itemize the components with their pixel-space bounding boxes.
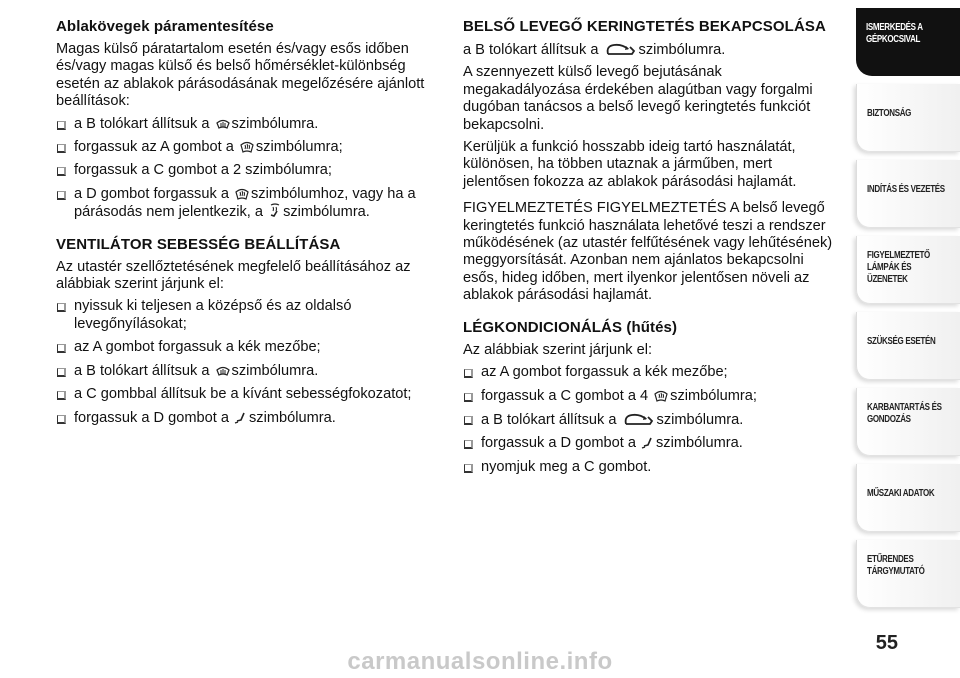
tab-starting-driving[interactable]: INDÍTÁS ÉS VEZETÉS	[856, 160, 960, 228]
tab-getting-to-know[interactable]: ISMERKEDÉS A GÉPKOCSIVAL	[856, 8, 960, 76]
chapter-tabs	[856, 8, 960, 616]
checkbox-bullet-icon	[57, 191, 66, 200]
recirculation-icon	[622, 411, 656, 427]
checkbox-bullet-icon	[464, 369, 473, 378]
face-vent-icon	[234, 411, 248, 425]
list-item: nyissuk ki teljesen a középső és az oldalsó levegőnyílásokat;	[56, 298, 448, 333]
tab-safety[interactable]: BIZTONSÁG	[856, 84, 960, 152]
list-item: forgassuk a C gombot a 4 szimbólumra;	[463, 388, 835, 405]
checkbox-bullet-icon	[57, 121, 66, 130]
tab-maintenance[interactable]: KARBANTARTÁS ÉS GONDOZÁS	[856, 388, 960, 456]
checkbox-bullet-icon	[57, 344, 66, 353]
watermark: carmanualsonline.info	[347, 648, 613, 675]
section-title-window-defog: Ablakövegek páramentesítése	[56, 18, 274, 35]
tab-technical-data[interactable]: MŰSZAKI ADATOK	[856, 464, 960, 532]
face-vent-icon	[641, 436, 655, 450]
warning-paragraph: FIGYELMEZTETÉS FIGYELMEZTETÉS A belső levegő keringtetés funkció használata lehetővé teszi a rendszer működésének (az utastér felfűtésének vagy lehűtésének) meggyorsítását. Azonban nem ajánlatos bekapcsolni esős, hideg időben, mert ilyenkor jelentősen növeli az ablakok párásodási hajlamát.	[463, 200, 833, 304]
paragraph: Magas külső páratartalom esetén és/vagy esős időben és/vagy magas külső és belső hőmérséklet-különbség esetén az ablakok párásodásának megelőzésére ajánlott beállítások:	[56, 41, 425, 110]
section-title-fan-speed: VENTILÁTOR SEBESSÉG BEÁLLÍTÁSA	[56, 235, 341, 253]
right-column	[463, 18, 835, 482]
fan-defrost-icon	[215, 117, 231, 131]
paragraph: Az alábbiak szerint járjunk el:	[463, 341, 652, 358]
checkbox-bullet-icon	[464, 440, 473, 449]
section-title-air-conditioning: LÉGKONDICIONÁLÁS (hűtés)	[463, 318, 678, 336]
recirculation-icon	[604, 41, 638, 57]
list-item: a B tolókart állítsuk a szimbólumra.	[463, 411, 835, 429]
heat-icon	[239, 140, 255, 154]
checkbox-bullet-icon	[57, 415, 66, 424]
list-item: a C gombbal állítsuk be a kívánt sebességfokozatot;	[56, 386, 448, 403]
list-window-defog	[56, 116, 448, 222]
list-item: a D gombot forgassuk a szimbólumhoz, vagy ha a párásodás nem jelentkezik, a szimbólumra.	[56, 186, 448, 222]
list-item: forgassuk a D gombot a szimbólumra.	[463, 435, 835, 452]
list-item: a B tolókart állítsuk a szimbólumra.	[56, 116, 448, 133]
checkbox-bullet-icon	[464, 416, 473, 425]
tab-emergency[interactable]: SZÜKSÉG ESETÉN	[856, 312, 960, 380]
list-item: forgassuk az A gombot a szimbólumra;	[56, 139, 448, 156]
feet-defrost-icon	[268, 203, 282, 219]
fan-defrost-icon	[215, 364, 231, 378]
list-item: nyomjuk meg a C gombot.	[463, 459, 835, 476]
tab-index[interactable]: ETŰRENDES TÁRGYMUTATÓ	[856, 540, 960, 608]
checkbox-bullet-icon	[464, 393, 473, 402]
checkbox-bullet-icon	[57, 391, 66, 400]
paragraph: Kerüljük a funkció hosszabb ideig tartó használatát, különösen, ha többen utaznak a járműben, mert jelentősen fokozza az ablakok párásodási hajlamát.	[463, 139, 797, 190]
list-fan-speed	[56, 298, 448, 426]
list-item: az A gombot forgassuk a kék mezőbe;	[463, 364, 835, 381]
list-air-conditioning	[463, 364, 835, 476]
section-title-recirculation: BELSŐ LEVEGŐ KERINGTETÉS BEKAPCSOLÁSA	[463, 18, 826, 35]
tab-warning-lights[interactable]: FIGYELMEZTETŐ LÁMPÁK ÉS ÜZENETEK	[856, 236, 960, 304]
windshield-defrost-icon	[234, 187, 250, 201]
fan-defrost-icon	[653, 389, 669, 403]
checkbox-bullet-icon	[57, 167, 66, 176]
list-item: a B tolókart állítsuk a szimbólumra.	[56, 363, 448, 380]
list-item: az A gombot forgassuk a kék mezőbe;	[56, 339, 448, 356]
list-item: forgassuk a D gombot a szimbólumra.	[56, 410, 448, 427]
page-number: 55	[875, 632, 898, 654]
paragraph: A szennyezett külső levegő bejutásának megakadályozása érdekében alagútban vagy forgalmi dugóban tanácsos a belső levegő keringtetés funkciót bekapcsolni.	[463, 64, 813, 133]
list-item: forgassuk a C gombot a 2 szimbólumra;	[56, 162, 448, 179]
paragraph: a B tolókart állítsuk a szimbólumra.	[463, 42, 726, 58]
checkbox-bullet-icon	[57, 144, 66, 153]
checkbox-bullet-icon	[464, 464, 473, 473]
checkbox-bullet-icon	[57, 303, 66, 312]
checkbox-bullet-icon	[57, 368, 66, 377]
left-column	[56, 18, 448, 433]
paragraph: Az utastér szellőztetésének megfelelő beállításához az alábbiak szerint járjunk el:	[56, 258, 411, 293]
